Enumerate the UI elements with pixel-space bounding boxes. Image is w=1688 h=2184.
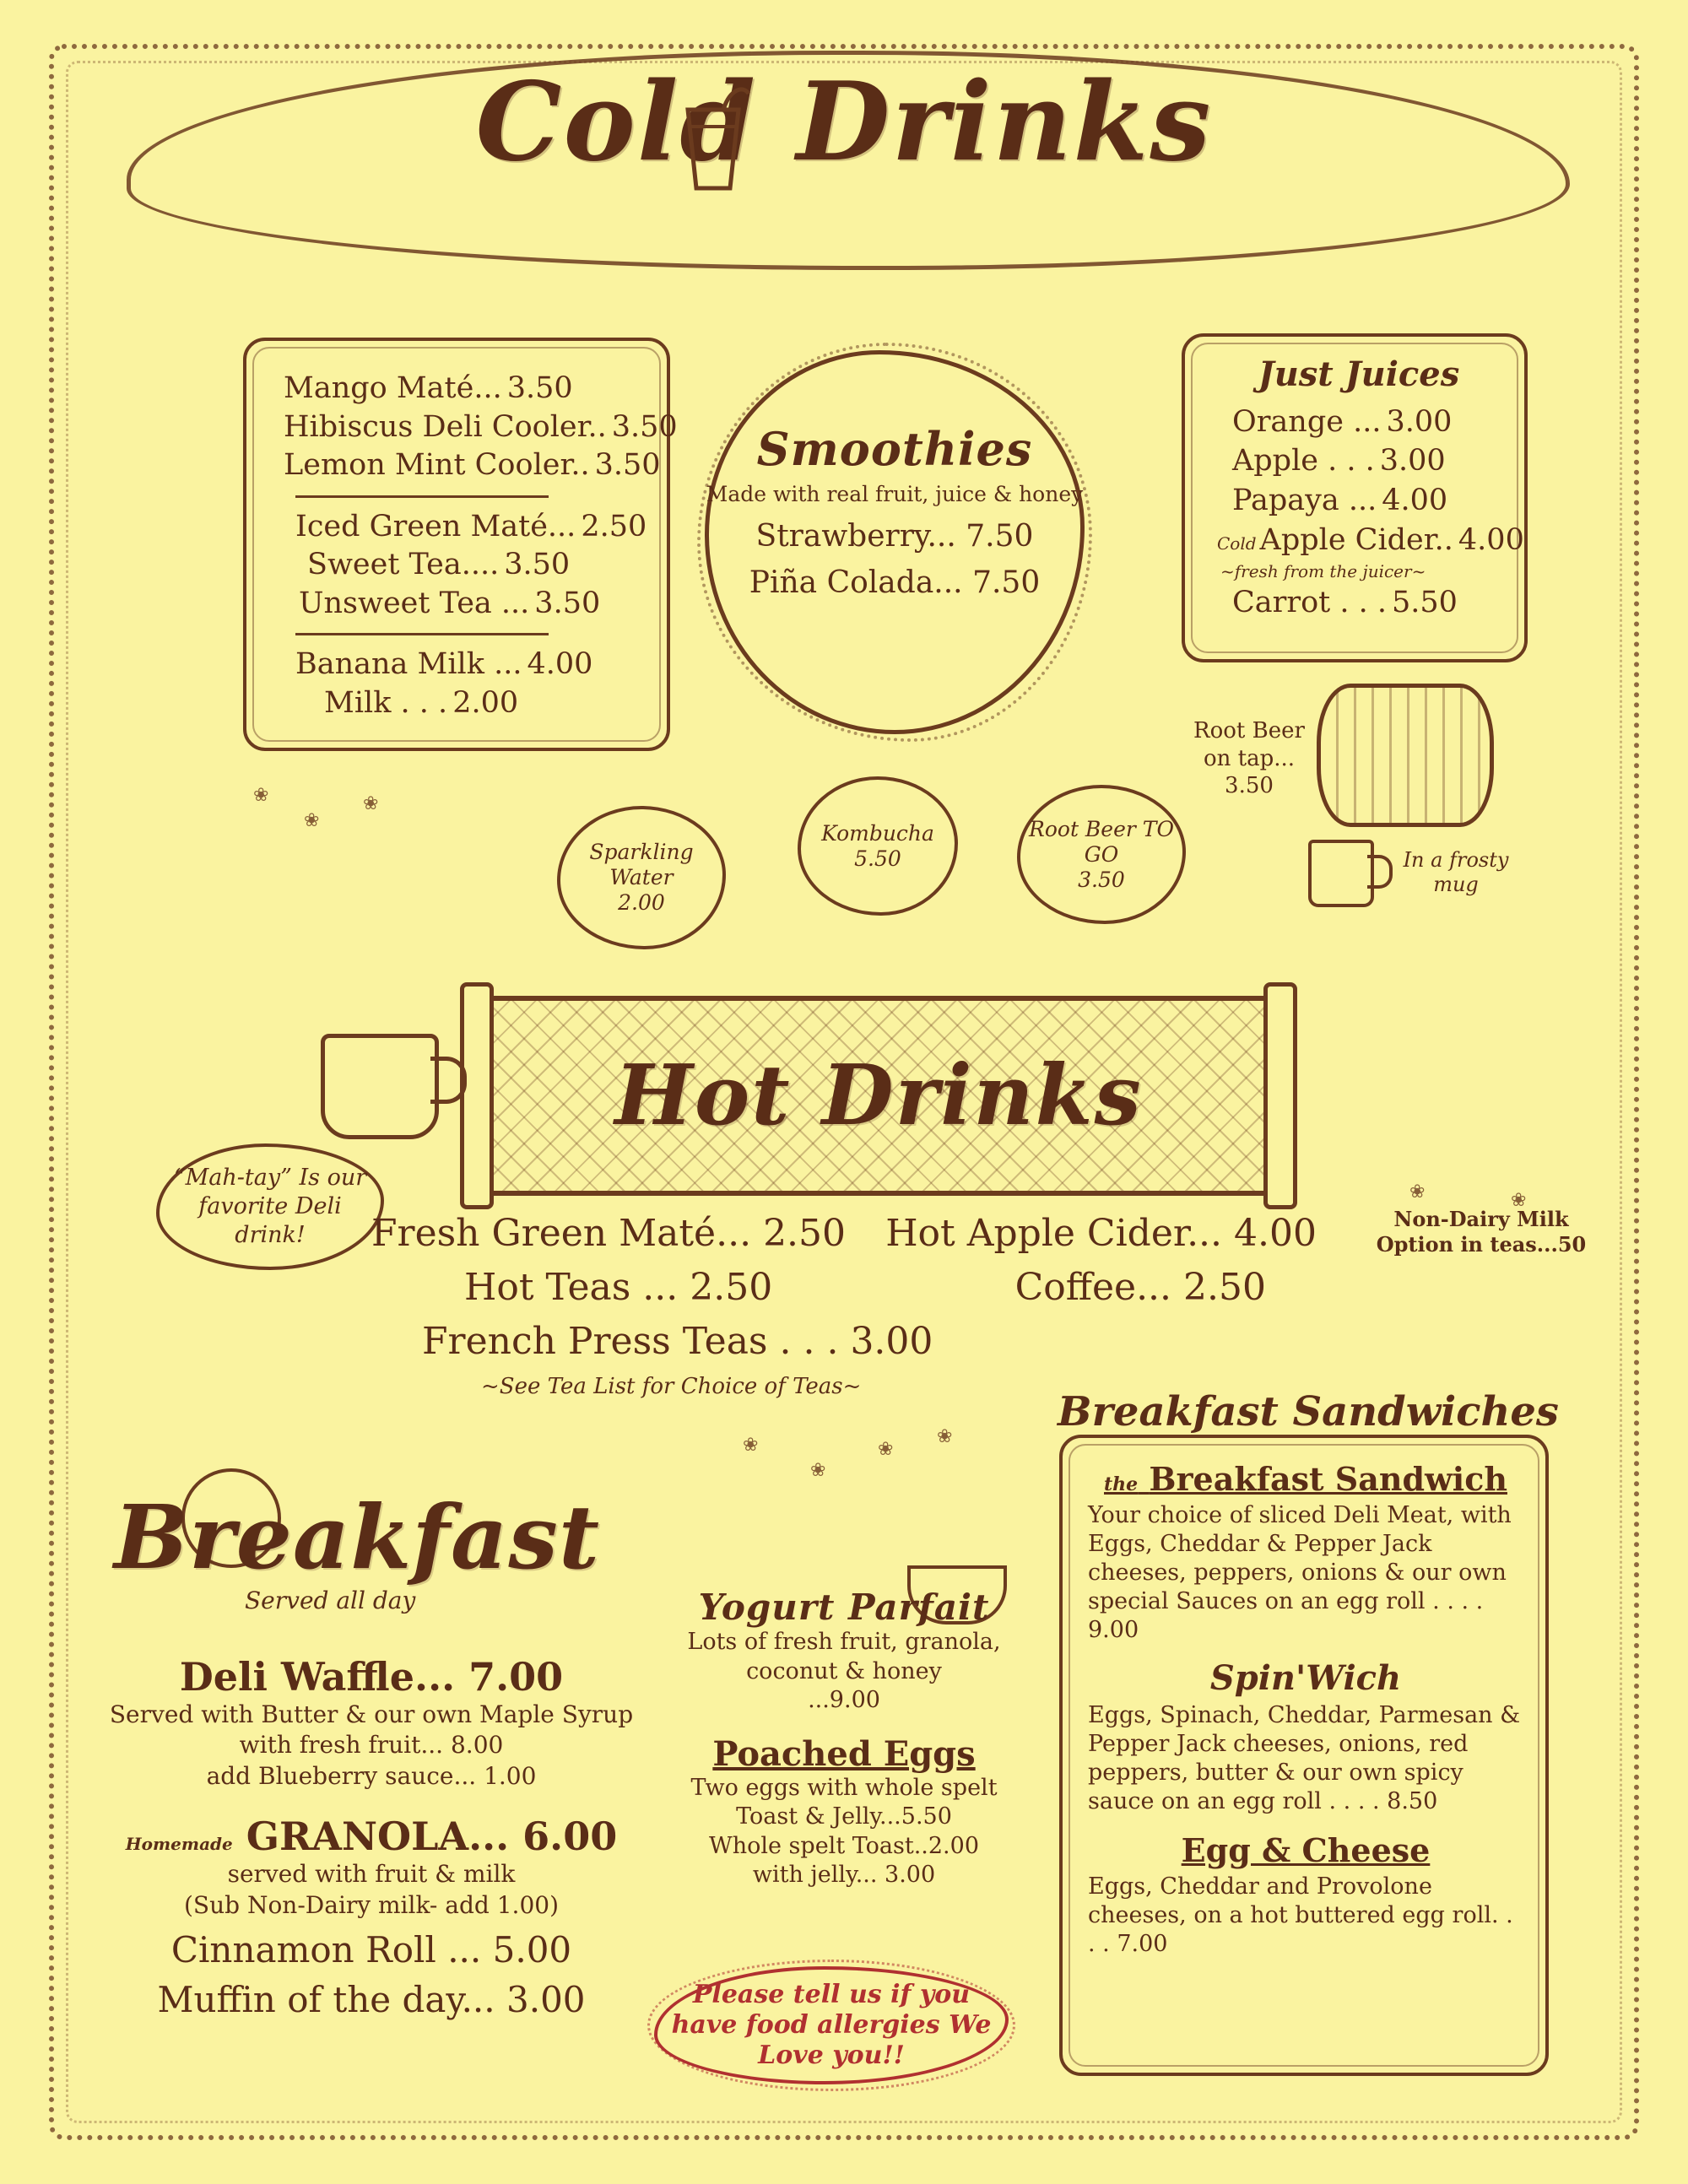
smoothies-title: Smoothies (756, 422, 1033, 476)
drink-glass-icon (671, 80, 755, 194)
flower-decoration: ❀ (304, 810, 320, 831)
menu-item: Apple . . . 3.00 (1232, 444, 1446, 478)
hot-drinks-banner (460, 996, 1297, 1196)
flower-decoration: ❀ (878, 1439, 894, 1460)
item-description: served with fruit & milk (227, 1860, 516, 1889)
root-beer-tap-section (1182, 667, 1519, 920)
non-dairy-note: Non-Dairy Milk Option in teas...50 (1376, 1207, 1587, 1257)
menu-item: Homemade GRANOLA... 6.00 (125, 1814, 618, 1860)
menu-item: Orange ... 3.00 (1232, 404, 1453, 439)
flower-decoration: ❀ (743, 1435, 759, 1456)
menu-item: Mango Maté... 3.50 (284, 371, 573, 405)
item-description-2: (Sub Non-Dairy milk- add 1.00) (183, 1890, 560, 1919)
menu-item: Papaya ... 4.00 (1232, 484, 1448, 518)
badge-root-beer-to-go: Root Beer TO GO 3.50 (1017, 785, 1186, 924)
root-beer-label: Root Beer on tap... 3.50 (1193, 718, 1305, 798)
divider (295, 633, 549, 635)
menu-item: Carrot . . . 5.50 (1232, 585, 1458, 619)
menu-item: Hot Teas ... 2.50 (464, 1265, 773, 1309)
flower-decoration: ❀ (1409, 1181, 1426, 1203)
menu-item: Hibiscus Deli Cooler.. 3.50 (284, 409, 678, 444)
menu-item: Piña Colada... 7.50 (749, 565, 1041, 601)
sandwich-description: Eggs, Cheddar and Provolone cheeses, on a hot buttered egg roll. . . . 7.00 (1088, 1873, 1513, 1958)
menu-item: Muffin of the day... 3.00 (157, 1978, 586, 2020)
menu-item: with fresh fruit... 8.00 (239, 1731, 504, 1760)
menu-item: Cold Apple Cider.. 4.00 (1217, 523, 1524, 558)
menu-item: Deli Waffle... 7.00 (179, 1654, 564, 1700)
frosty-mug-note: In a frosty mug (1403, 848, 1509, 896)
divider (295, 495, 549, 498)
poached-line: Toast & Jelly...5.50 (736, 1803, 952, 1830)
flower-decoration: ❀ (363, 793, 379, 814)
yogurt-parfait-desc: Lots of fresh fruit, granola, coconut & honey (687, 1629, 1001, 1684)
menu-item: Strawberry... 7.50 (755, 519, 1034, 554)
tea-list-note: ~See Tea List for Choice of Teas~ (481, 1374, 862, 1400)
juices-note: ~fresh from the juicer~ (1220, 561, 1426, 582)
menu-item: Coffee... 2.50 (1014, 1265, 1266, 1309)
juices-title: Just Juices (1258, 354, 1460, 394)
menu-item: Unsweet Tea ... 3.50 (299, 586, 601, 620)
badge-kombucha: Kombucha 5.50 (798, 776, 958, 916)
allergy-notice: Please tell us if you have food allergies We Love you!! (654, 1966, 1009, 2084)
smoothies-subtitle: Made with real fruit, juice & honey (706, 482, 1084, 506)
flower-decoration: ❀ (1511, 1190, 1527, 1211)
menu-item: Banana Milk ... 4.00 (295, 647, 593, 681)
yogurt-parfait-title: Yogurt Parfait (698, 1587, 990, 1628)
poached-eggs-title: Poached Eggs (712, 1733, 976, 1774)
flower-decoration: ❀ (810, 1460, 826, 1481)
menu-item: Lemon Mint Cooler.. 3.50 (284, 448, 661, 482)
sandwich-name: Spin'Wich (1209, 1658, 1402, 1699)
section-title-breakfast: Breakfast (114, 1485, 601, 1589)
menu-item: Fresh Green Maté... 2.50 (371, 1212, 847, 1255)
section-title-hot-drinks: Hot Drinks (614, 1047, 1143, 1144)
poached-line: Whole spelt Toast..2.00 (708, 1832, 980, 1859)
sandwich-name: the Breakfast Sandwich (1104, 1460, 1507, 1498)
breakfast-sandwiches-box (1059, 1435, 1549, 2076)
flower-decoration: ❀ (253, 785, 269, 806)
flower-decoration: ❀ (937, 1426, 953, 1447)
cold-prefix: Cold (1217, 533, 1257, 554)
breakfast-subtitle: Served all day (245, 1587, 416, 1614)
yogurt-parfait-price: ...9.00 (808, 1687, 880, 1714)
menu-item: Hot Apple Cider... 4.00 (885, 1212, 1317, 1255)
poached-line: with jelly... 3.00 (752, 1862, 936, 1889)
menu-item: add Blueberry sauce... 1.00 (206, 1761, 537, 1790)
frosty-mug-icon (1308, 840, 1374, 907)
poached-line: Two eggs with whole spelt (690, 1774, 998, 1801)
juices-box (1182, 333, 1528, 662)
speech-bubble-mah-tay: “Mah-tay” Is our favorite Deli drink! (156, 1143, 384, 1270)
breakfast-items (97, 1654, 646, 2020)
sandwich-description: Eggs, Spinach, Cheddar, Parmesan & Pepper Jack cheeses, onions, red peppers, butter & our own spicy sauce on an egg roll . . . . 8.50 (1088, 1702, 1521, 1815)
section-title-breakfast-sandwiches: Breakfast Sandwiches (1058, 1388, 1559, 1435)
menu-item: Sweet Tea.... 3.50 (307, 548, 571, 581)
breakfast-middle-column (667, 1587, 1021, 1890)
coffee-cup-icon (321, 1034, 439, 1139)
menu-item: Milk . . . 2.00 (324, 685, 519, 720)
item-description: Served with Butter & our own Maple Syrup (109, 1700, 634, 1728)
badge-sparkling-water: Sparkling Water 2.00 (557, 806, 726, 949)
smoothies-section (705, 350, 1085, 734)
menu-item: Cinnamon Roll ... 5.00 (170, 1928, 572, 1970)
barrel-icon (1317, 684, 1494, 827)
sandwich-description: Your choice of sliced Deli Meat, with Eggs, Cheddar & Pepper Jack cheeses, peppers, onions & our own special Sauces on an egg roll . . . . 9.00 (1088, 1502, 1512, 1644)
hot-drinks-list (371, 1207, 1317, 1403)
page-title-cold-drinks: Cold Drinks (475, 59, 1213, 186)
cold-drinks-list-box (243, 338, 678, 751)
menu-item: Iced Green Maté... 2.50 (295, 509, 647, 543)
sandwich-name: Egg & Cheese (1181, 1831, 1431, 1870)
menu-item: French Press Teas . . . 3.00 (422, 1319, 933, 1363)
